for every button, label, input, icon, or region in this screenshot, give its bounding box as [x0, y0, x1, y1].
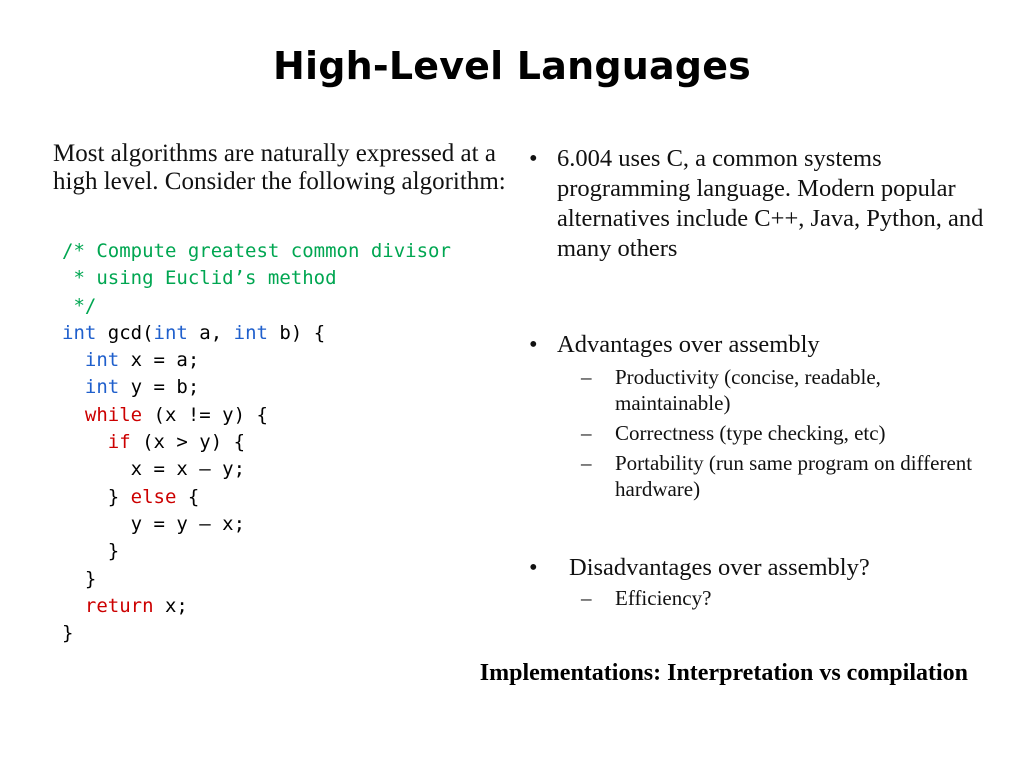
bullet-icon: • [529, 554, 538, 581]
code-block [62, 238, 451, 647]
bullet-text: Disadvantages over assembly? [569, 554, 870, 581]
dash-icon: – [581, 365, 592, 389]
sub-bullet [527, 585, 997, 611]
bullet-text: 6.004 uses C, a common systems programming language. Modern popular alternatives include C++, Java, Python, and many others [557, 145, 984, 262]
code-indent [62, 431, 108, 453]
code-text: } [62, 485, 131, 508]
keyword-while: while [84, 403, 143, 426]
code-line-declare-y [62, 374, 451, 401]
keyword-int: int [233, 321, 268, 344]
code-line-close-brace: } [62, 622, 74, 645]
sub-bullet-text: Portability (run same program on different hardware) [615, 451, 973, 501]
keyword-int: int [153, 321, 188, 344]
keyword-if: if [107, 431, 131, 454]
bullet-icon: • [529, 331, 538, 358]
code-text: x; [153, 594, 188, 617]
keyword-return: return [84, 594, 154, 617]
code-line-close-brace: } [62, 567, 97, 590]
code-text: (x != y) { [142, 403, 268, 426]
code-indent [62, 349, 85, 371]
code-line-else [62, 484, 451, 511]
sub-bullet [527, 450, 997, 502]
intro-text: Most algorithms are naturally expressed at a high level. Consider the following algorithm: [53, 140, 506, 195]
code-indent [62, 404, 85, 426]
code-text: { [176, 485, 200, 508]
bullet-advantages [527, 330, 997, 502]
code-comment-line: */ [62, 294, 97, 317]
code-line-declare-x [62, 347, 451, 374]
code-line-return [62, 593, 451, 620]
code-line-assign-y: y = y – x; [62, 512, 246, 535]
code-line-while [62, 402, 451, 429]
dash-icon: – [581, 586, 592, 610]
bullet-c-language [527, 144, 997, 264]
sub-bullet [527, 420, 997, 446]
keyword-int: int [84, 349, 120, 372]
code-line-close-brace: } [62, 540, 120, 563]
dash-icon: – [581, 451, 592, 475]
slide-title: High-Level Languages [272, 44, 752, 88]
sub-bullet [527, 364, 997, 416]
keyword-int: int [62, 321, 97, 344]
code-text: x = a; [119, 349, 200, 372]
code-line-function-signature [62, 320, 451, 347]
footer-note: Implementations: Interpretation vs compilation [479, 660, 968, 686]
code-comment-line: /* Compute greatest common divisor [62, 240, 451, 262]
bullet-disadvantages [527, 553, 997, 611]
code-indent [62, 376, 85, 398]
bullet-icon: • [529, 145, 538, 172]
code-text: y = b; [119, 376, 200, 399]
code-text: gcd( [96, 321, 154, 344]
code-indent [62, 595, 85, 617]
code-text: a, [187, 321, 234, 344]
code-line-if [62, 429, 451, 456]
sub-bullet-text: Correctness (type checking, etc) [615, 421, 886, 445]
code-line-assign-x: x = x – y; [62, 458, 246, 481]
code-comment-line: * using Euclid’s method [62, 267, 337, 290]
code-text: b) { [267, 321, 326, 344]
sub-bullet-text: Productivity (concise, readable, maintainable) [615, 365, 881, 415]
bullet-text: Advantages over assembly [557, 331, 820, 358]
dash-icon: – [581, 421, 592, 445]
code-text: (x > y) { [130, 431, 246, 454]
keyword-int: int [84, 376, 120, 399]
keyword-else: else [130, 485, 177, 508]
sub-bullet-text: Efficiency? [615, 586, 712, 610]
